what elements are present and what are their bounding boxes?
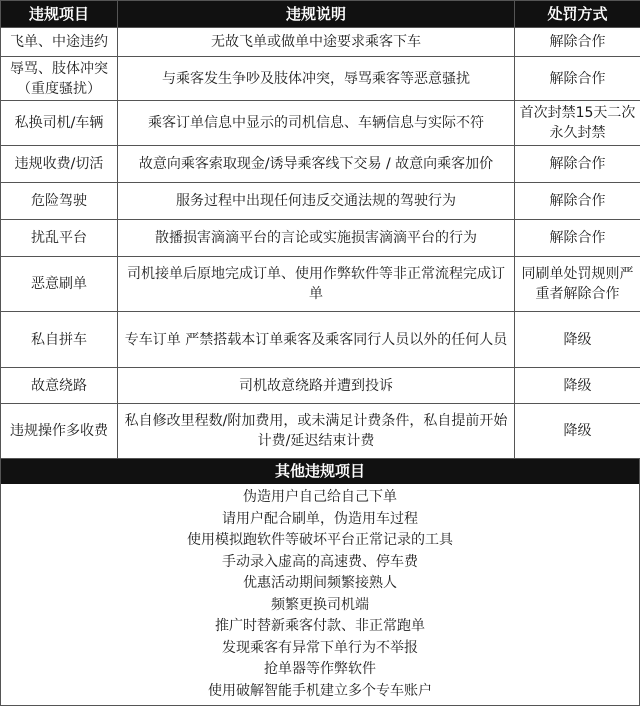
row-penalty: 解除合作 — [515, 220, 640, 257]
row-item: 飞单、中途违约 — [1, 28, 118, 57]
row-penalty: 降级 — [515, 404, 640, 459]
table-row — [1, 257, 640, 312]
list-item: 手动录入虚高的高速费、停车费 — [222, 553, 418, 570]
row-penalty: 解除合作 — [515, 146, 640, 183]
row-item: 违规操作多收费 — [1, 404, 118, 459]
row-item: 故意绕路 — [1, 368, 118, 404]
table-row — [1, 101, 640, 146]
table-row — [1, 183, 640, 220]
list-item: 请用户配合刷单，伪造用车过程 — [222, 510, 418, 527]
row-description: 私自修改里程数/附加费用，或未满足计费条件，私自提前开始计费/延迟结束计费 — [118, 404, 515, 459]
list-item: 发现乘客有异常下单行为不举报 — [222, 639, 418, 656]
row-description: 故意向乘客索取现金/诱导乘客线下交易 / 故意向乘客加价 — [118, 146, 515, 183]
header-penalty: 处罚方式 — [515, 1, 640, 28]
row-description: 服务过程中出现任何违反交通法规的驾驶行为 — [118, 183, 515, 220]
list-item: 优惠活动期间频繁接熟人 — [243, 575, 397, 591]
row-penalty: 降级 — [515, 368, 640, 404]
row-description: 乘客订单信息中显示的司机信息、车辆信息与实际不符 — [118, 101, 515, 146]
header-description: 违规说明 — [118, 1, 515, 28]
list-item: 使用破解智能手机建立多个专车账户 — [208, 682, 432, 699]
row-description: 与乘客发生争吵及肢体冲突，辱骂乘客等恶意骚扰 — [118, 57, 515, 101]
table-header-row — [1, 1, 640, 28]
row-item: 辱骂、肢体冲突（重度骚扰） — [1, 57, 118, 101]
row-item: 扰乱平台 — [1, 220, 118, 257]
list-item: 伪造用户自己给自己下单 — [243, 489, 397, 505]
row-penalty: 解除合作 — [515, 57, 640, 101]
row-description: 散播损害滴滴平台的言论或实施损害滴滴平台的行为 — [118, 220, 515, 257]
row-description: 专车订单 严禁搭载本订单乘客及乘客同行人员以外的任何人员 — [118, 312, 515, 368]
row-penalty: 解除合作 — [515, 183, 640, 220]
row-item: 私换司机/车辆 — [1, 101, 118, 146]
row-item: 私自拼车 — [1, 312, 118, 368]
row-item: 恶意刷单 — [1, 257, 118, 312]
row-item: 违规收费/切活 — [1, 146, 118, 183]
table-row — [1, 28, 640, 57]
row-penalty: 首次封禁15天二次永久封禁 — [515, 101, 640, 146]
list-item: 频繁更换司机端 — [271, 596, 369, 613]
table-row — [1, 57, 640, 101]
table-row — [1, 404, 640, 459]
other-violations-list — [0, 484, 640, 706]
table-row — [1, 220, 640, 257]
table-row — [1, 146, 640, 183]
row-description: 无故飞单或做单中途要求乘客下车 — [118, 28, 515, 57]
list-item: 推广时替新乘客付款、非正常跑单 — [215, 618, 425, 634]
list-item: 使用模拟跑软件等破坏平台正常记录的工具 — [187, 532, 453, 548]
row-description: 司机故意绕路并遭到投诉 — [118, 368, 515, 404]
row-penalty: 降级 — [515, 312, 640, 368]
row-penalty: 解除合作 — [515, 28, 640, 57]
row-description: 司机接单后原地完成订单、使用作弊软件等非正常流程完成订单 — [118, 257, 515, 312]
table-row — [1, 312, 640, 368]
row-penalty: 同刷单处罚规则严重者解除合作 — [515, 257, 640, 312]
table-row — [1, 368, 640, 404]
row-item: 危险驾驶 — [1, 183, 118, 220]
other-violations-title: 其他违规项目 — [0, 459, 640, 484]
header-item: 违规项目 — [1, 1, 118, 28]
list-item: 抢单器等作弊软件 — [264, 661, 376, 677]
